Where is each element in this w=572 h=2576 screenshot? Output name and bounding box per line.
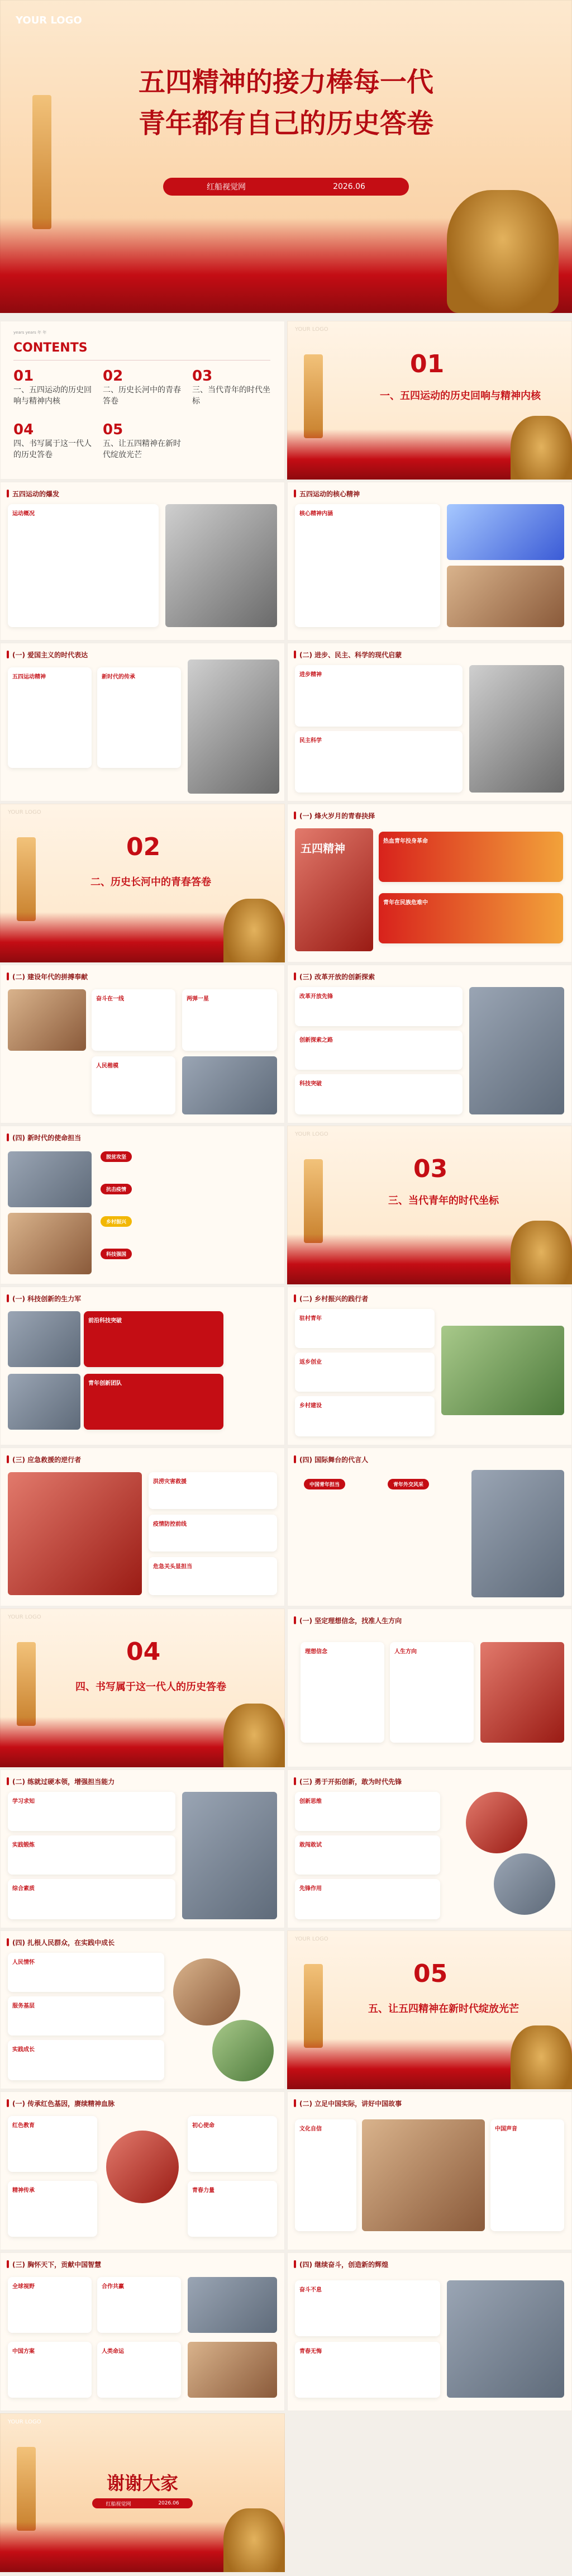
new-era-pill-4[interactable]: 科技强国 [101, 1249, 132, 1259]
meeting-photo-2 [8, 1213, 92, 1274]
origin-card-title: 运动概况 [12, 511, 35, 517]
slide-header: (二) 练就过硬本领，增强担当能力 [12, 1777, 115, 1786]
team-photo [447, 2280, 564, 2398]
thanks-date: 2026.06 [158, 2501, 179, 2506]
progress-card-2-title: 民主科学 [299, 738, 322, 744]
slide-logo: YOUR LOGO [8, 2419, 41, 2425]
cover-presenter: 红船视觉网 [207, 183, 246, 192]
reform-card-3-title: 科技突破 [299, 1081, 322, 1087]
header-bar [7, 1777, 9, 1785]
rural-card-1[interactable] [295, 1309, 435, 1348]
circle-photo-2 [494, 1853, 555, 1915]
reform-card-2[interactable] [295, 1031, 463, 1070]
header-bar [294, 1777, 296, 1785]
reform-slide[interactable] [287, 965, 572, 1123]
monument-pillar [304, 354, 323, 438]
banner-photo [295, 828, 373, 951]
contents-text-4: 四、书写属于这一代人的历史答卷 [13, 439, 92, 459]
world-card-1[interactable] [8, 2277, 92, 2333]
future-slide[interactable] [287, 2252, 572, 2411]
banner-text: 五四精神 [301, 842, 345, 855]
origin-card[interactable] [8, 504, 159, 627]
red-card-1[interactable] [8, 2116, 97, 2172]
header-bar [294, 2099, 296, 2107]
contents-item-5[interactable] [103, 421, 187, 461]
build-card-3[interactable] [92, 1056, 175, 1114]
section-02-slide[interactable] [0, 804, 285, 962]
red-card-3-title: 初心使命 [192, 2123, 214, 2129]
people-card-2-title: 服务基层 [12, 2003, 35, 2009]
header-bar [7, 2099, 9, 2107]
skill-card-1-title: 学习求知 [12, 1799, 35, 1805]
world-slide[interactable] [0, 2252, 285, 2411]
header-bar [294, 972, 296, 980]
innov-card-3[interactable] [295, 1879, 440, 1919]
story-card-1[interactable] [295, 2119, 356, 2231]
section-title: 二、历史长河中的青春答卷 [90, 876, 211, 888]
slide-logo: YOUR LOGO [295, 1936, 328, 1942]
header-bar [7, 1938, 9, 1946]
skill-card-2[interactable] [8, 1835, 175, 1875]
monument-pillar [17, 837, 36, 921]
skill-slide[interactable] [0, 1769, 285, 1928]
header-bar [294, 2260, 296, 2268]
ideal-card-1-title: 理想信念 [305, 1649, 327, 1655]
youth-slide[interactable] [287, 804, 572, 962]
future-card-1-title: 奋斗不息 [299, 2287, 322, 2293]
intl-slide[interactable] [287, 1448, 572, 1606]
intl-tag-1[interactable]: 中国青年担当 [304, 1479, 345, 1489]
building-photo [469, 987, 564, 1114]
slide-logo: YOUR LOGO [295, 326, 328, 333]
ideal-card-2[interactable] [390, 1642, 474, 1743]
emergency-card-3[interactable] [149, 1557, 277, 1595]
slide-logo: YOUR LOGO [8, 809, 41, 815]
cover-info-bar [163, 178, 409, 196]
rural-card-3-title: 乡村建设 [299, 1403, 322, 1409]
progress-card-2[interactable] [295, 731, 463, 793]
ideal-card-2-title: 人生方向 [394, 1649, 417, 1655]
slide-header: 五四运动的爆发 [12, 490, 60, 498]
build-card-1-title: 奋斗在一线 [96, 996, 124, 1002]
red-card-4-title: 青春力量 [192, 2188, 214, 2194]
contents-num-5: 05 [103, 421, 123, 438]
build-card-2[interactable] [182, 989, 277, 1051]
story-card-2[interactable] [490, 2119, 564, 2231]
revolution-statue [223, 2508, 285, 2572]
new-era-slide[interactable] [0, 1126, 285, 1284]
section-num: 05 [413, 1960, 448, 1988]
farm-photo [441, 1326, 564, 1415]
intl-tag-2[interactable]: 青年外交风采 [388, 1479, 429, 1489]
tech-card-1[interactable] [84, 1311, 223, 1367]
world-card-2-title: 合作共赢 [102, 2284, 124, 2290]
monument-pillar [17, 1642, 36, 1726]
patriot-card-1-title: 五四运动精神 [12, 674, 46, 680]
section-num: 01 [410, 350, 445, 378]
reform-card-3[interactable] [295, 1074, 463, 1114]
core-card[interactable] [295, 504, 440, 627]
center-circle-photo [106, 2131, 179, 2203]
red-card-2[interactable] [8, 2181, 97, 2237]
speech-photo [362, 2119, 485, 2231]
contents-num-1: 01 [13, 368, 34, 385]
revolution-statue [223, 899, 285, 962]
people-card-1[interactable] [8, 1953, 164, 1992]
slide-header: 五四运动的核心精神 [299, 490, 360, 498]
progress-slide[interactable] [287, 643, 572, 801]
slide-header: (四) 扎根人民群众，在实践中成长 [12, 1938, 115, 1947]
monument-pillar [304, 1964, 323, 2048]
section-title: 三、当代青年的时代坐标 [388, 1195, 499, 1207]
section-title: 四、书写属于这一代人的历史答卷 [75, 1681, 226, 1693]
patriot-card-2[interactable] [97, 667, 181, 768]
thanks-presenter: 红船视觉网 [106, 2501, 131, 2507]
innov-card-3-title: 先锋作用 [299, 1886, 322, 1892]
slide-header: (一) 坚定理想信念，找准人生方向 [299, 1616, 402, 1625]
cover-title-line2: 青年都有自己的历史答卷 [138, 108, 433, 139]
header-bar [294, 490, 296, 497]
patriot-card-2-title: 新时代的传承 [102, 674, 135, 680]
core-card-title: 核心精神内涵 [299, 511, 333, 517]
contents-item-3[interactable] [192, 368, 276, 407]
section-01-slide[interactable] [287, 321, 572, 480]
slide-header: (三) 应急救援的逆行者 [12, 1455, 82, 1464]
slide-header: (四) 国际舞台的代言人 [299, 1455, 369, 1464]
people-card-3-title: 实践成长 [12, 2047, 35, 2053]
slide-header: (三) 胸怀天下，贡献中国智慧 [12, 2260, 102, 2269]
rural-card-2-title: 返乡创业 [299, 1359, 322, 1365]
world-card-2[interactable] [97, 2277, 181, 2333]
contents-text-1: 一、五四运动的历史回响与精神内核 [13, 386, 92, 406]
skill-card-3-title: 综合素质 [12, 1886, 35, 1892]
people-slide[interactable] [0, 1930, 285, 2089]
build-card-2-title: 两弹一星 [187, 996, 209, 1002]
tech-slide[interactable] [0, 1287, 285, 1445]
reform-card-1[interactable] [295, 987, 463, 1026]
reform-card-2-title: 创新探索之路 [299, 1037, 333, 1043]
youth-flag-photo [480, 1642, 564, 1743]
slide-logo: YOUR LOGO [8, 1614, 41, 1620]
world-photo-2 [188, 2342, 277, 2398]
revolution-statue [511, 2025, 572, 2089]
contents-item-1[interactable] [13, 368, 97, 407]
red-card-1-title: 红色教育 [12, 2123, 35, 2129]
cover-date: 2026.06 [333, 182, 365, 191]
red-card-4[interactable] [188, 2181, 277, 2237]
innov-card-1[interactable] [295, 1792, 440, 1831]
world-card-3[interactable] [8, 2342, 92, 2398]
slide-header: (二) 进步、民主、科学的现代启蒙 [299, 651, 402, 659]
new-era-pill-3[interactable]: 乡村振兴 [101, 1216, 132, 1227]
build-card-3-title: 人民楷模 [96, 1063, 118, 1069]
header-bar [294, 1294, 296, 1302]
contents-text-3: 三、当代青年的时代坐标 [192, 386, 270, 406]
revolution-statue [511, 416, 572, 480]
red-card-3[interactable] [188, 2116, 277, 2172]
emergency-card-1-title: 洪涝灾害救援 [153, 1479, 187, 1485]
header-bar [294, 1616, 296, 1624]
contents-text-2: 二、历史长河中的青春答卷 [103, 386, 181, 406]
people-card-2[interactable] [8, 1996, 164, 2036]
skill-card-2-title: 实践锻炼 [12, 1842, 35, 1848]
contents-item-4[interactable] [13, 421, 97, 461]
section-num: 03 [413, 1155, 448, 1183]
youth-card-2[interactable] [379, 893, 563, 943]
youth-photo [447, 566, 564, 627]
people-card-1-title: 人民情怀 [12, 1960, 35, 1966]
contents-item-2[interactable] [103, 368, 187, 407]
thanks-slide[interactable] [0, 2413, 285, 2572]
tech-card-2[interactable] [84, 1374, 223, 1430]
circle-photo-1 [173, 1958, 240, 2025]
meeting-photo-1 [8, 1151, 92, 1207]
story-slide[interactable] [287, 2091, 572, 2250]
youth-card-1-title: 热血青年投身革命 [383, 838, 428, 845]
header-bar [7, 2260, 9, 2268]
contents-num-2: 02 [103, 368, 123, 385]
build-card-1[interactable] [92, 989, 175, 1051]
monument-pillar [304, 1159, 323, 1243]
revolution-statue [447, 190, 559, 313]
patriot-slide[interactable] [0, 643, 285, 801]
slide-header: (二) 立足中国实际，讲好中国故事 [299, 2099, 402, 2108]
header-bar [7, 1455, 9, 1463]
slide-header: (四) 新时代的使命担当 [12, 1133, 82, 1142]
soldier-photo [188, 660, 279, 794]
contents-num-3: 03 [192, 368, 213, 385]
section-title: 五、让五四精神在新时代绽放光芒 [368, 2003, 519, 2015]
slide-header: (一) 科技创新的生力军 [12, 1294, 82, 1303]
red-gene-slide[interactable] [0, 2091, 285, 2250]
header-bar [294, 812, 296, 819]
rural-card-2[interactable] [295, 1353, 435, 1392]
revolution-statue [223, 1704, 285, 1767]
ideal-card-1[interactable] [301, 1642, 384, 1743]
slide-header: (二) 建设年代的拼搏奉献 [12, 972, 88, 981]
contents-text-5: 五、让五四精神在新时代绽放光芒 [103, 439, 181, 459]
world-card-3-title: 中国方案 [12, 2349, 35, 2355]
revolution-statue [511, 1221, 572, 1284]
lab-photo-2 [8, 1374, 80, 1430]
header-bar [7, 972, 9, 980]
header-bar [7, 651, 9, 658]
innov-card-2-title: 敢闯敢试 [299, 1842, 322, 1848]
world-photo-1 [188, 2277, 277, 2333]
rescue-photo [8, 1472, 142, 1595]
section-03-slide[interactable] [287, 1126, 572, 1284]
emergency-card-2[interactable] [149, 1515, 277, 1552]
origin-slide[interactable] [0, 482, 285, 641]
circle-photo-1 [466, 1792, 527, 1853]
contents-title: CONTENTS [13, 341, 88, 355]
workers-photo-2 [182, 1056, 277, 1114]
future-card-2-title: 青春无悔 [299, 2349, 322, 2355]
ideal-slide[interactable] [287, 1609, 572, 1767]
swirl-image [447, 504, 564, 560]
skill-card-3[interactable] [8, 1879, 175, 1919]
progress-card-1-title: 进步精神 [299, 672, 322, 678]
header-bar [7, 1133, 9, 1141]
cover-slide[interactable] [0, 0, 572, 313]
slide-header: (一) 烽火岁月的青春抉择 [299, 812, 375, 820]
red-card-2-title: 精神传承 [12, 2188, 35, 2194]
youth-card-1[interactable] [379, 832, 563, 882]
core-slide[interactable] [287, 482, 572, 641]
story-card-2-title: 中国声音 [495, 2126, 517, 2132]
progress-card-1[interactable] [295, 665, 463, 727]
emergency-slide[interactable] [0, 1448, 285, 1606]
world-card-4-title: 人类命运 [102, 2349, 124, 2355]
slide-header: (一) 爱国主义的时代表达 [12, 651, 88, 659]
slide-header: (四) 继续奋斗，创造新的辉煌 [299, 2260, 389, 2269]
reform-card-1-title: 改革开放先锋 [299, 994, 333, 1000]
emergency-card-1[interactable] [149, 1472, 277, 1509]
lab-photo-1 [8, 1311, 80, 1367]
section-num: 04 [126, 1638, 161, 1666]
contents-num-4: 04 [13, 421, 34, 438]
cover-logo: YOUR LOGO [16, 15, 82, 26]
header-bar [7, 490, 9, 497]
people-card-3[interactable] [8, 2040, 164, 2080]
tech-card-1-title: 前沿科技突破 [88, 1318, 122, 1324]
emergency-card-2-title: 疫情防控前线 [153, 1521, 187, 1527]
crowd-photo [469, 665, 564, 793]
patriot-card-1[interactable] [8, 667, 92, 768]
skill-card-1[interactable] [8, 1792, 175, 1831]
rural-card-3[interactable] [295, 1396, 435, 1436]
section-title: 一、五四运动的历史回响与精神内核 [380, 390, 541, 402]
thanks-title: 谢谢大家 [106, 2473, 178, 2494]
cover-title-line1: 五四精神的接力棒每一代 [138, 67, 433, 98]
build-slide[interactable] [0, 965, 285, 1123]
header-bar [7, 1294, 9, 1302]
slide-header: (三) 勇于开拓创新，敢为时代先锋 [299, 1777, 402, 1786]
header-bar [294, 651, 296, 658]
speaker-photo [471, 1470, 564, 1597]
contents-header: years years 年 年 [13, 330, 47, 335]
header-bar [294, 1455, 296, 1463]
history-photo [165, 504, 277, 627]
innov-card-1-title: 创新思维 [299, 1799, 322, 1805]
slide-header: (一) 传承红色基因，赓续精神血脉 [12, 2099, 115, 2108]
emergency-card-3-title: 危急关头显担当 [153, 1564, 192, 1570]
slide-logo: YOUR LOGO [295, 1131, 328, 1137]
section-04-slide[interactable] [0, 1609, 285, 1767]
rural-card-1-title: 驻村青年 [299, 1316, 322, 1322]
future-card-2[interactable] [295, 2342, 440, 2398]
future-card-1[interactable] [295, 2280, 440, 2336]
new-era-pill-1[interactable]: 脱贫攻坚 [101, 1151, 132, 1162]
workers-photo-1 [8, 989, 86, 1051]
section-05-slide[interactable] [287, 1930, 572, 2089]
innov-card-2[interactable] [295, 1835, 440, 1875]
slide-header: (二) 乡村振兴的践行者 [299, 1294, 369, 1303]
world-card-4[interactable] [97, 2342, 181, 2398]
new-era-pill-2[interactable]: 抗击疫情 [101, 1184, 132, 1194]
youth-card-2-title: 青年在民族危难中 [383, 900, 428, 906]
world-card-1-title: 全球视野 [12, 2284, 35, 2290]
rural-slide[interactable] [287, 1287, 572, 1445]
study-photo [182, 1792, 277, 1919]
thanks-info-bar [92, 2498, 193, 2508]
circle-photo-2 [212, 2020, 274, 2081]
innov-slide[interactable] [287, 1769, 572, 1928]
tech-card-2-title: 青年创新团队 [88, 1380, 122, 1387]
story-card-1-title: 文化自信 [299, 2126, 322, 2132]
contents-slide[interactable] [0, 321, 285, 480]
slide-header: (三) 改革开放的创新探索 [299, 972, 375, 981]
section-num: 02 [126, 833, 161, 861]
